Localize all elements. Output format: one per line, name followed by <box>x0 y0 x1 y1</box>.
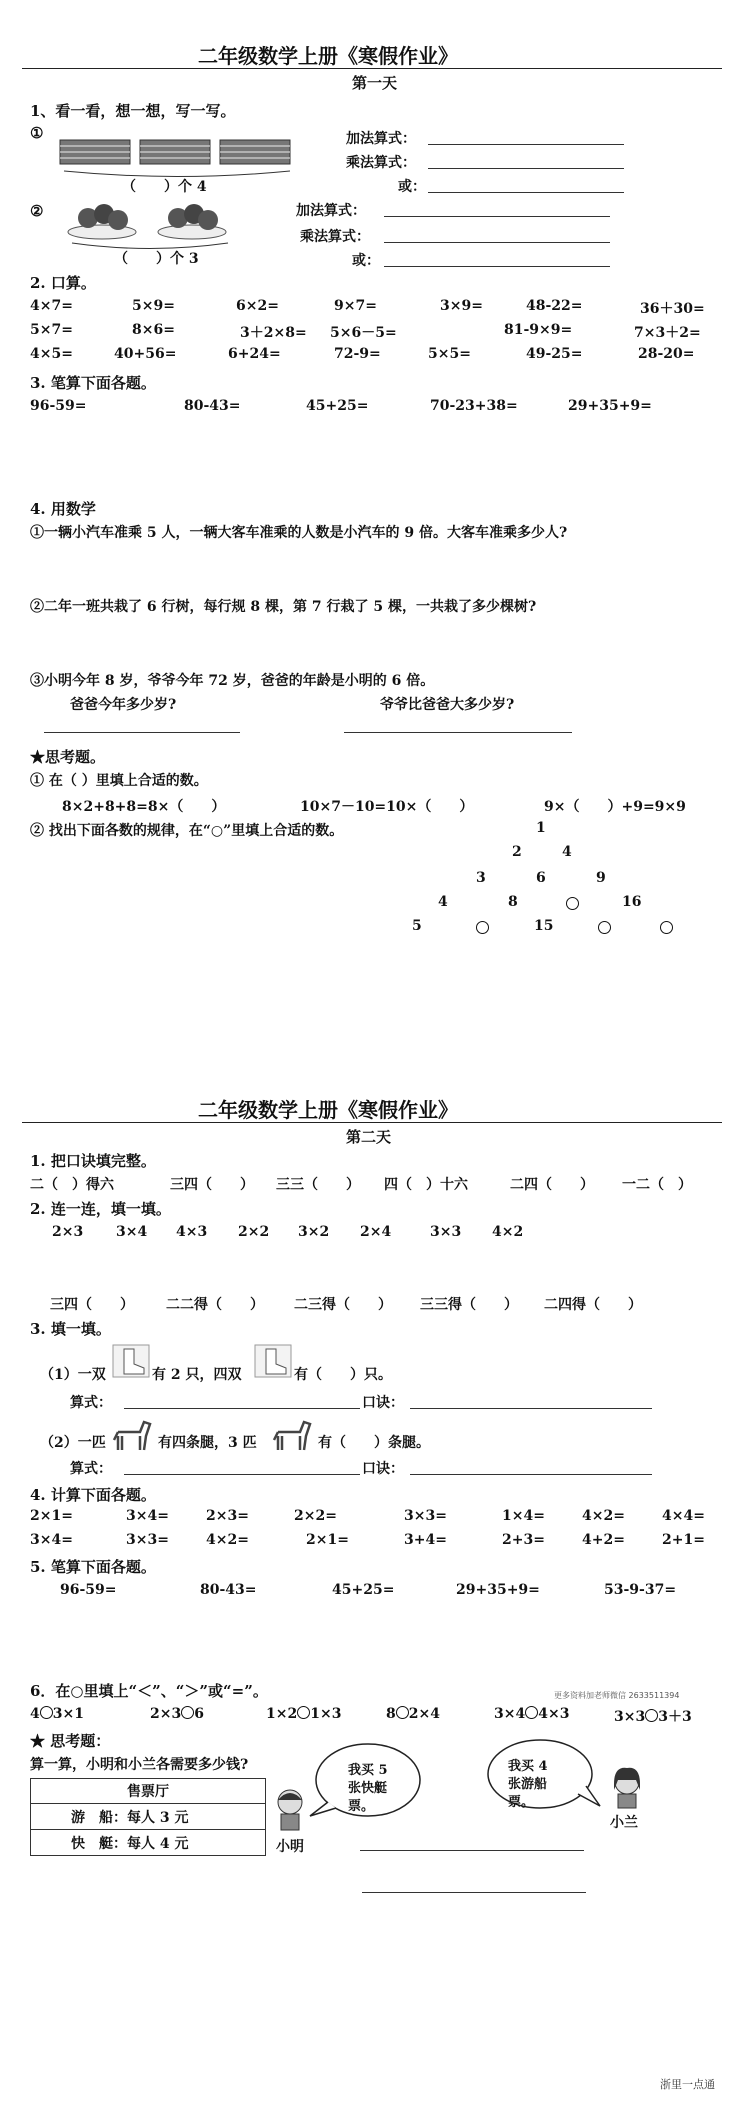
match-bottom: 二四得（ ） <box>544 1297 642 1313</box>
calc-item: 29+35+9= <box>568 398 652 414</box>
fill-line-1b: 有 2 只，四双 <box>152 1367 242 1383</box>
sub-question-2: 爷爷比爸爸大多少岁? <box>380 697 515 713</box>
calc-item: 6×2= <box>236 298 279 314</box>
name-xiaolan: 小兰 <box>610 1815 638 1831</box>
calc-item: 8×6= <box>132 322 175 338</box>
q4-heading: 4. 计算下面各题。 <box>30 1486 156 1504</box>
compare-item <box>494 1706 569 1722</box>
calc-item: 3×4= <box>30 1532 73 1548</box>
blank-circle[interactable] <box>297 1706 310 1719</box>
calc-item: 49-25= <box>526 346 583 362</box>
calc-item: 2×1= <box>30 1508 73 1524</box>
compare-right: 6 <box>194 1706 204 1722</box>
calc-item: 2×3= <box>206 1508 249 1524</box>
compare-left: 4 <box>30 1706 40 1722</box>
calc-item: 80-43= <box>184 398 241 414</box>
answer-line <box>428 192 624 193</box>
calc-item: 1×4= <box>502 1508 545 1524</box>
apple-group-2 <box>158 204 226 239</box>
calc-item: 2+3= <box>502 1532 545 1548</box>
calc-item: 4×2= <box>206 1532 249 1548</box>
calc-item: 45+25= <box>332 1582 395 1598</box>
match-bottom: 三三得（ ） <box>420 1297 518 1313</box>
booth-title: 售票厅 <box>127 1784 169 1800</box>
blank-circle[interactable] <box>40 1706 53 1719</box>
answer-line <box>410 1474 652 1475</box>
calc-item: 81-9×9= <box>504 322 573 338</box>
fill-equation: 10×7－10=10×（ ） <box>300 799 474 815</box>
calc-item: 4×7= <box>30 298 73 314</box>
match-top: 2×2 <box>238 1224 270 1240</box>
calc-item: 3×3= <box>126 1532 169 1548</box>
compare-item <box>266 1706 341 1722</box>
add-label-2: 加法算式： <box>296 203 366 219</box>
calc-item: 3＋2×8= <box>240 325 307 341</box>
q1-marker-1: ① <box>30 124 44 142</box>
mul-label-1: 乘法算式： <box>346 155 416 171</box>
word-problem-3: ③小明今年 8 岁，爷爷今年 72 岁，爸爸的年龄是小明的 6 倍。 <box>30 673 435 689</box>
think-item-1: ① 在（ ）里填上合适的数。 <box>30 773 208 789</box>
pattern-number: 2 <box>512 844 522 860</box>
q1-caption-1: （ ）个 4 <box>122 179 207 195</box>
answer-line <box>44 732 240 733</box>
answer-line <box>384 216 610 217</box>
calc-item: 53-9-37= <box>604 1582 677 1598</box>
word-problem-1: ①一辆小汽车准乘 5 人，一辆大客车准乘的人数是小汽车的 9 倍。大客车准乘多少人? <box>30 525 568 541</box>
think-heading: ★ 思考题： <box>30 1732 111 1750</box>
pattern-number: 6 <box>536 870 546 886</box>
calc-item: 36＋30= <box>640 301 705 317</box>
answer-line <box>428 144 624 145</box>
blank-circle[interactable] <box>396 1706 409 1719</box>
q1-heading: 1、看一看，想一想，写一写。 <box>30 102 236 120</box>
calc-item: 45+25= <box>306 398 369 414</box>
calc-item: 72-9= <box>334 346 381 362</box>
compare-item <box>614 1706 692 1726</box>
calc-item: 3×3= <box>404 1508 447 1524</box>
compare-left: 3×4 <box>494 1706 526 1722</box>
calc-item: 5×9= <box>132 298 175 314</box>
rhyme-label: 口诀： <box>362 1461 404 1477</box>
compare-left: 3×3 <box>614 1709 646 1725</box>
q1-caption-2: （ ）个 3 <box>114 251 199 267</box>
blank-circle[interactable] <box>598 921 611 934</box>
or-label-2: 或： <box>352 253 380 269</box>
horse-icon <box>270 1414 316 1454</box>
match-top: 2×3 <box>52 1224 84 1240</box>
q4-heading: 4. 用数学 <box>30 500 96 518</box>
think-question: 算一算，小明和小兰各需要多少钱? <box>30 1757 249 1773</box>
pattern-number: 8 <box>508 894 518 910</box>
compare-right: 3×1 <box>52 1706 84 1722</box>
pattern-number: 16 <box>622 894 642 910</box>
or-label-1: 或： <box>398 179 426 195</box>
think-item-2: ② 找出下面各数的规律，在“○”里填上合适的数。 <box>30 823 344 839</box>
name-xiaoming: 小明 <box>276 1839 304 1855</box>
price-row-speedboat: 快 艇：每人 4 元 <box>71 1836 189 1852</box>
q2-heading: 2. 口算。 <box>30 274 96 292</box>
pencil-bundle-3 <box>220 140 290 164</box>
rhyme-item: 二（ ）得六 <box>30 1177 114 1193</box>
rhyme-item: 四（ ）十六 <box>384 1177 468 1193</box>
sub-question-1: 爸爸今年多少岁? <box>70 697 177 713</box>
pattern-number: 4 <box>562 844 572 860</box>
pattern-number: 3 <box>476 870 486 886</box>
pattern-number: 1 <box>536 820 546 836</box>
calc-item: 2×1= <box>306 1532 349 1548</box>
answer-line <box>428 168 624 169</box>
page-title: 二年级数学上册《寒假作业》 <box>198 44 458 68</box>
pencil-bundle-1 <box>60 140 130 164</box>
calc-item: 2×2= <box>294 1508 337 1524</box>
pattern-number: 9 <box>596 870 606 886</box>
answer-line <box>124 1408 360 1409</box>
think-heading: ★思考题。 <box>30 748 106 766</box>
mul-label-2: 乘法算式： <box>300 229 370 245</box>
fill-line-2a: （2）一匹 <box>40 1435 106 1451</box>
fill-line-2c: 有（ ）条腿。 <box>318 1435 430 1451</box>
q6-heading: 6．在○里填上“＜”、“＞”或“=”。 <box>30 1682 268 1700</box>
apple-group-1 <box>68 204 136 239</box>
match-top: 2×4 <box>360 1224 392 1240</box>
sock-icon <box>112 1344 150 1378</box>
girl-avatar-icon <box>610 1766 644 1810</box>
compare-item <box>150 1706 204 1722</box>
match-top: 3×3 <box>430 1224 462 1240</box>
compare-left: 2×3 <box>150 1706 182 1722</box>
blank-circle[interactable] <box>566 897 579 910</box>
compare-right: 2×4 <box>408 1706 440 1722</box>
word-problem-2: ②二年一班共栽了 6 行树，每行规 8 棵，第 7 行栽了 5 棵，一共栽了多少棵树? <box>30 599 537 615</box>
compare-right: 1×3 <box>310 1706 342 1722</box>
answer-line <box>360 1850 584 1851</box>
pencil-bundles-image <box>58 134 298 172</box>
formula-label: 算式： <box>70 1395 112 1411</box>
answer-line <box>384 266 610 267</box>
calc-item: 5×5= <box>428 346 471 362</box>
blank-circle[interactable] <box>645 1709 658 1722</box>
rhyme-item: 一二（ ） <box>622 1177 692 1193</box>
compare-left: 1×2 <box>266 1706 298 1722</box>
calc-item: 70-23+38= <box>430 398 518 414</box>
match-bottom: 三四（ ） <box>50 1297 134 1313</box>
blank-circle[interactable] <box>181 1706 194 1719</box>
calc-item: 7×3＋2= <box>634 325 701 341</box>
rhyme-item: 三四（ ） <box>170 1177 254 1193</box>
answer-line <box>344 732 572 733</box>
answer-line <box>362 1892 586 1893</box>
q2-heading: 2. 连一连，填一填。 <box>30 1200 171 1218</box>
calc-item: 9×7= <box>334 298 377 314</box>
blank-circle[interactable] <box>525 1706 538 1719</box>
pattern-number: 5 <box>412 918 422 934</box>
compare-item <box>386 1706 440 1722</box>
q3-heading: 3. 笔算下面各题。 <box>30 374 156 392</box>
answer-line <box>384 242 610 243</box>
calc-item: 2+1= <box>662 1532 705 1548</box>
q3-heading: 3. 填一填。 <box>30 1320 111 1338</box>
day-label: 第一天 <box>352 74 398 92</box>
calc-item: 4×4= <box>662 1508 705 1524</box>
calc-item: 96-59= <box>30 398 87 414</box>
bubble-text-xiaoming: 我买 5 张快艇票。 <box>348 1763 388 1814</box>
calc-item: 5×7= <box>30 322 73 338</box>
blank-circle[interactable] <box>476 921 489 934</box>
calc-item: 4×5= <box>30 346 73 362</box>
q5-heading: 5. 笔算下面各题。 <box>30 1558 156 1576</box>
match-top: 3×4 <box>116 1224 148 1240</box>
fill-line-2b: 有四条腿，3 匹 <box>158 1435 257 1451</box>
pattern-number: 15 <box>534 918 554 934</box>
calc-item: 96-59= <box>60 1582 117 1598</box>
footer-brand: 浙里一点通 <box>660 2078 715 2091</box>
fill-equation: 8×2+8+8=8×（ ） <box>62 799 226 815</box>
match-top: 3×2 <box>298 1224 330 1240</box>
answer-line <box>410 1408 652 1409</box>
price-row-boat: 游 船：每人 3 元 <box>71 1810 189 1826</box>
divider <box>22 68 722 69</box>
answer-line <box>124 1474 360 1475</box>
day-label: 第二天 <box>346 1128 392 1146</box>
rhyme-item: 三三（ ） <box>276 1177 360 1193</box>
q1-heading: 1. 把口诀填完整。 <box>30 1152 156 1170</box>
sock-icon <box>254 1344 292 1378</box>
calc-item: 80-43= <box>200 1582 257 1598</box>
boy-avatar-icon <box>272 1786 308 1832</box>
match-top: 4×3 <box>176 1224 208 1240</box>
calc-item: 5×6－5= <box>330 325 397 341</box>
compare-right: 3＋3 <box>658 1709 692 1725</box>
compare-item <box>30 1706 84 1722</box>
calc-item: 4+2= <box>582 1532 625 1548</box>
page-title: 二年级数学上册《寒假作业》 <box>198 1098 458 1122</box>
rhyme-label: 口诀： <box>362 1395 404 1411</box>
calc-item: 40+56= <box>114 346 177 362</box>
match-bottom: 二三得（ ） <box>294 1297 392 1313</box>
match-top: 4×2 <box>492 1224 524 1240</box>
divider <box>22 1122 722 1123</box>
fill-line-1c: 有（ ）只。 <box>294 1367 392 1383</box>
match-bottom: 二二得（ ） <box>166 1297 264 1313</box>
contact-note: 更多资料加老师微信 2633511394 <box>554 1691 680 1700</box>
pattern-number: 4 <box>438 894 448 910</box>
bubble-text-xiaolan: 我买 4 张游船票。 <box>508 1759 548 1810</box>
calc-item: 4×2= <box>582 1508 625 1524</box>
calc-item: 6+24= <box>228 346 281 362</box>
calc-item: 29+35+9= <box>456 1582 540 1598</box>
compare-left: 8 <box>386 1706 396 1722</box>
calc-item: 3+4= <box>404 1532 447 1548</box>
pencil-bundle-2 <box>140 140 210 164</box>
rhyme-item: 二四（ ） <box>510 1177 594 1193</box>
add-label-1: 加法算式： <box>346 131 416 147</box>
calc-item: 48-22= <box>526 298 583 314</box>
calc-item: 28-20= <box>638 346 695 362</box>
calc-item: 3×4= <box>126 1508 169 1524</box>
fill-equation: 9×（ ）+9=9×9 <box>544 799 686 815</box>
ticket-booth-table <box>30 1778 266 1856</box>
apple-plates-image <box>64 196 234 244</box>
calc-item: 3×9= <box>440 298 483 314</box>
q1-marker-2: ② <box>30 202 44 220</box>
compare-right: 4×3 <box>538 1706 570 1722</box>
formula-label: 算式： <box>70 1461 112 1477</box>
blank-circle[interactable] <box>660 921 673 934</box>
horse-icon <box>110 1414 156 1454</box>
fill-line-1a: （1）一双 <box>40 1367 106 1383</box>
